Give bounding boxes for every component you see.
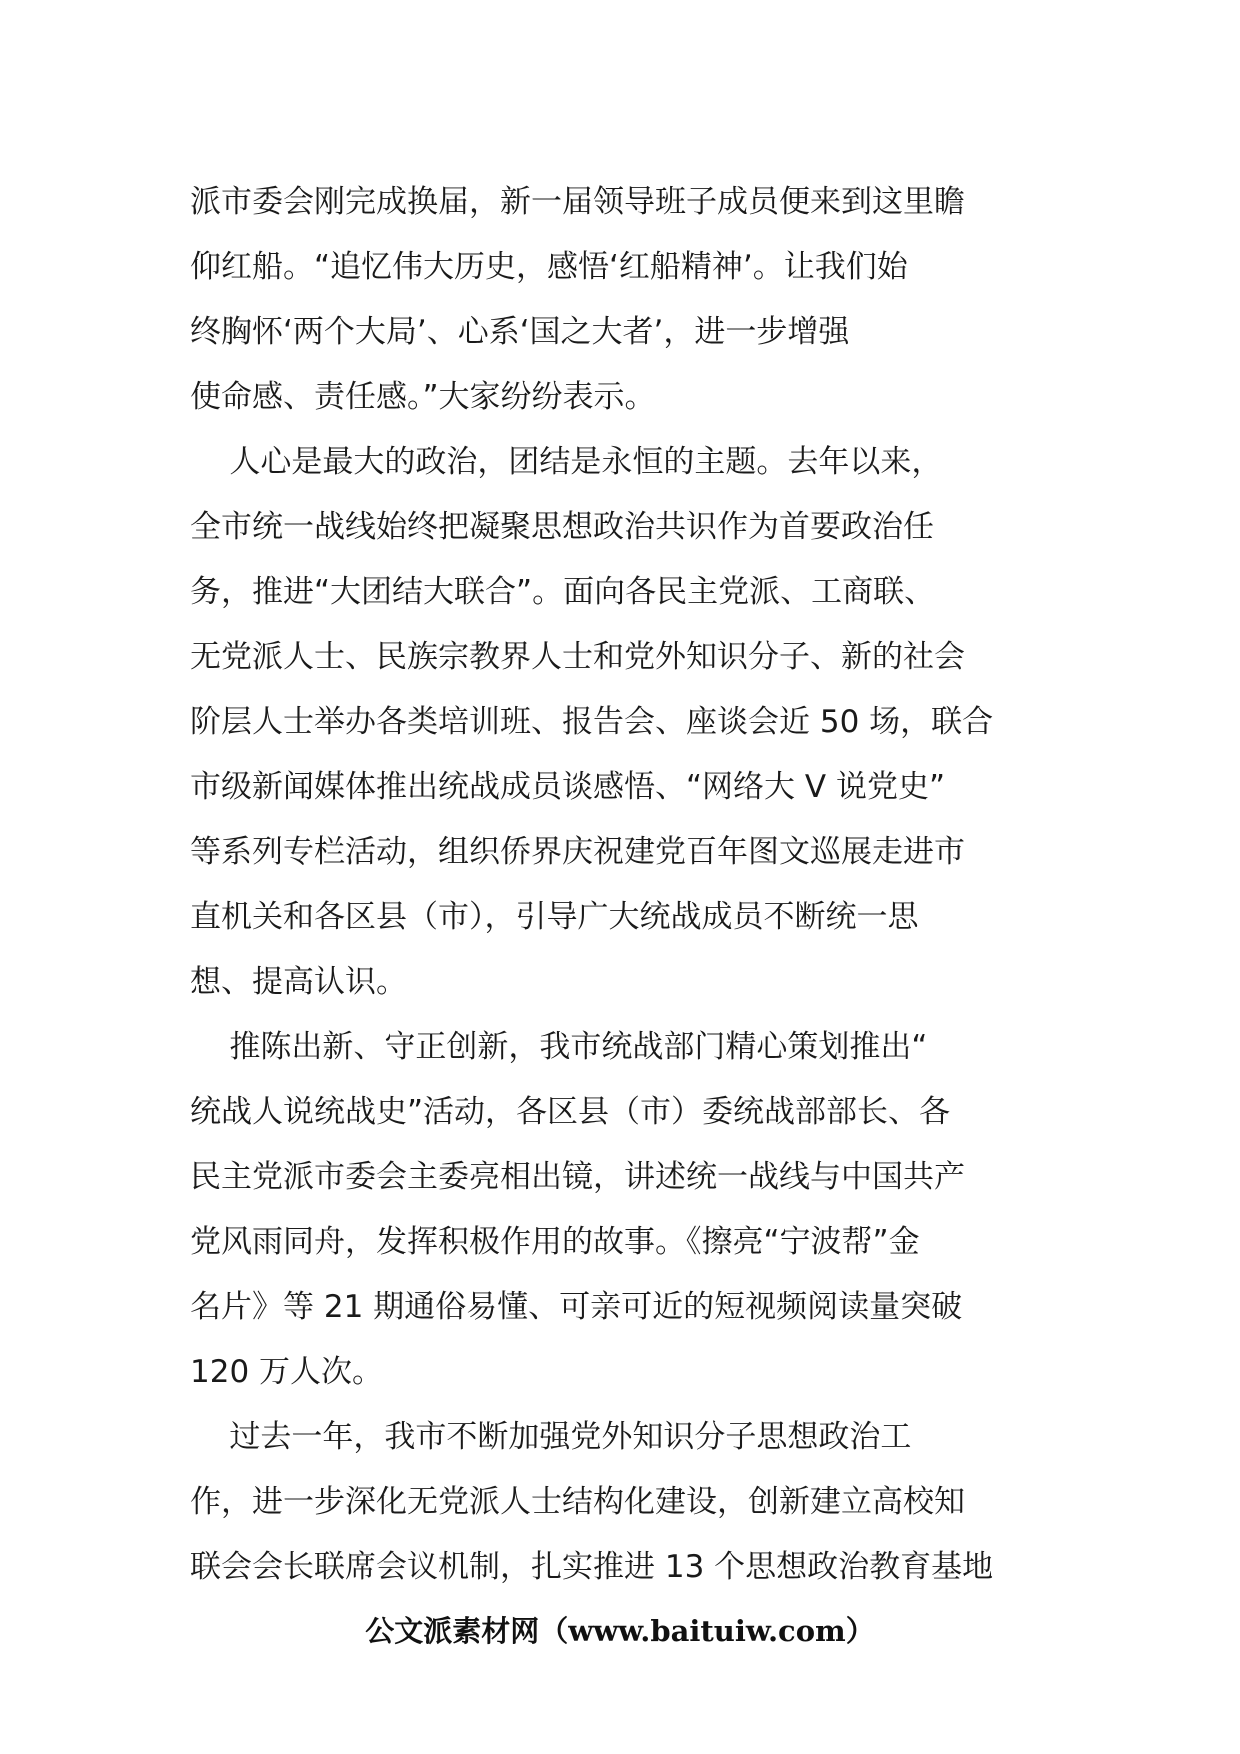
text-line: 等系列专栏活动，组织侨界庆祝建党百年图文巡展走进市	[190, 834, 965, 870]
text-line: 派市委会刚完成换届，新一届领导班子成员便来到这里瞻	[190, 184, 965, 220]
text-line: 无党派人士、民族宗教界人士和党外知识分子、新的社会	[190, 639, 965, 675]
text-line: 使命感、责任感。”大家纷纷表示。	[190, 379, 656, 415]
document-body	[190, 170, 1060, 1600]
text-line: 市级新闻媒体推出统战成员谈感悟、“网络大 V 说党史”	[190, 769, 946, 805]
text-line: 作，进一步深化无党派人士结构化建设，创新建立高校知	[190, 1484, 965, 1520]
text-line: 终胸怀‘两个大局’、心系‘国之大者’，进一步增强	[190, 314, 850, 350]
text-line: 阶层人士举办各类培训班、报告会、座谈会近 50 场，联合	[190, 704, 994, 740]
text-line: 推陈出新、守正创新，我市统战部门精心策划推出“	[190, 1029, 928, 1065]
text-line: 仰红船。“追忆伟大历史，感悟‘红船精神’。让我们始	[190, 249, 908, 285]
text-line: 全市统一战线始终把凝聚思想政治共识作为首要政治任	[190, 509, 934, 545]
text-line: 人心是最大的政治，团结是永恒的主题。去年以来，	[190, 444, 943, 480]
text-line: 联会会长联席会议机制，扎实推进 13 个思想政治教育基地	[190, 1549, 994, 1585]
text-line: 120 万人次。	[190, 1354, 384, 1390]
text-line: 党风雨同舟，发挥积极作用的故事。《擦亮“宁波帮”金	[190, 1224, 920, 1260]
text-line: 务，推进“大团结大联合”。面向各民主党派、工商联、	[190, 574, 936, 610]
text-line: 直机关和各区县（市），引导广大统战成员不断统一思	[190, 899, 919, 935]
text-line: 想、提高认识。	[190, 964, 407, 1000]
footer-source-text: 公文派素材网（www.baituiw.com）	[365, 1614, 875, 1648]
text-line: 民主党派市委会主委亮相出镜，讲述统一战线与中国共产	[190, 1159, 965, 1195]
text-line: 统战人说统战史”活动，各区县（市）委统战部部长、各	[190, 1094, 951, 1130]
text-line: 过去一年，我市不断加强党外知识分子思想政治工	[190, 1419, 912, 1455]
text-line: 名片》等 21 期通俗易懂、可亲可近的短视频阅读量突破	[190, 1289, 963, 1325]
